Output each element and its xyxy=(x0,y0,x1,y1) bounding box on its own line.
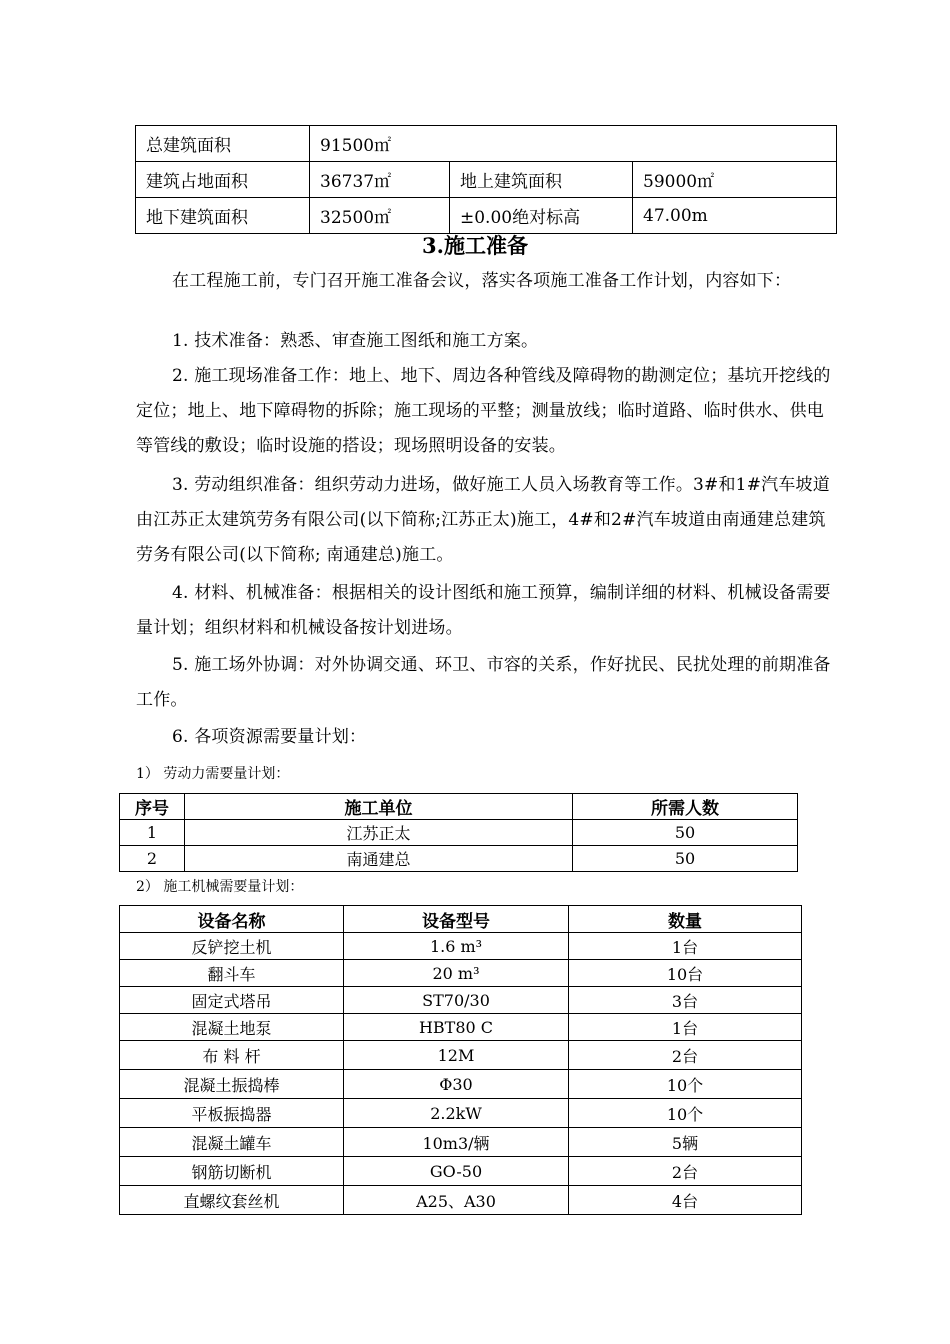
table-cell: 36737㎡ xyxy=(310,162,450,198)
table-cell: 地下建筑面积 xyxy=(136,198,310,234)
table-cell: 2台 xyxy=(569,1157,802,1186)
header-cell: 数量 xyxy=(569,906,802,933)
table-cell: 固定式塔吊 xyxy=(120,987,344,1014)
table-cell: 2.2kW xyxy=(344,1099,569,1128)
prep-item-5: 5. 施工场外协调：对外协调交通、环卫、市容的关系，作好扰民、民扰处理的前期准备工作。 xyxy=(136,655,831,710)
table-cell: 2 xyxy=(120,846,185,872)
table-cell: 直螺纹套丝机 xyxy=(120,1186,344,1215)
table-cell: A25、A30 xyxy=(344,1186,569,1215)
table-cell: 1台 xyxy=(569,933,802,960)
table-cell: 50 xyxy=(573,820,798,846)
table-cell: ST70/30 xyxy=(344,987,569,1014)
table-cell: 1.6 m³ xyxy=(344,933,569,960)
table-cell: 混凝土罐车 xyxy=(120,1128,344,1157)
table-row xyxy=(120,1041,802,1070)
table-cell: 布 料 杆 xyxy=(120,1041,344,1070)
table-cell: 59000㎡ xyxy=(633,162,837,198)
table-cell: 20 m³ xyxy=(344,960,569,987)
header-cell: 设备型号 xyxy=(344,906,569,933)
section-title: 3.施工准备 xyxy=(422,233,528,258)
labor-caption: 1） 劳动力需要量计划： xyxy=(136,766,290,782)
machinery-plan-table xyxy=(119,905,802,1215)
table-cell: 地上建筑面积 xyxy=(450,162,633,198)
header-cell: 序号 xyxy=(120,794,185,820)
table-row xyxy=(120,1099,802,1128)
table-cell: 反铲挖土机 xyxy=(120,933,344,960)
table-row xyxy=(120,960,802,987)
table-cell: 10个 xyxy=(569,1099,802,1128)
header-cell: 设备名称 xyxy=(120,906,344,933)
table-row xyxy=(120,1128,802,1157)
table-cell: 5辆 xyxy=(569,1128,802,1157)
table-cell: 混凝土地泵 xyxy=(120,1014,344,1041)
table-cell: GO-50 xyxy=(344,1157,569,1186)
table-cell: 钢筋切断机 xyxy=(120,1157,344,1186)
table-row xyxy=(136,162,837,198)
table-cell: 10m3/辆 xyxy=(344,1128,569,1157)
table-row xyxy=(136,126,837,162)
table-cell: 12M xyxy=(344,1041,569,1070)
table-cell: 南通建总 xyxy=(185,846,573,872)
table-header-row xyxy=(120,906,802,933)
prep-item-1: 1. 技术准备：熟悉、审查施工图纸和施工方案。 xyxy=(172,331,539,351)
table-row xyxy=(120,1157,802,1186)
table-cell: 翻斗车 xyxy=(120,960,344,987)
labor-plan-table xyxy=(119,793,798,872)
table-cell: 平板振捣器 xyxy=(120,1099,344,1128)
prep-item-4: 4. 材料、机械准备：根据相关的设计图纸和施工预算，编制详细的材料、机械设备需要量计划；组织材料和机械设备按计划进场。 xyxy=(136,583,831,638)
table-row xyxy=(120,846,798,872)
table-cell: 3台 xyxy=(569,987,802,1014)
machinery-caption: 2） 施工机械需要量计划： xyxy=(136,879,304,895)
table-row xyxy=(120,933,802,960)
table-cell: 32500㎡ xyxy=(310,198,450,234)
table-cell: 1 xyxy=(120,820,185,846)
table-row xyxy=(120,820,798,846)
table-cell: 建筑占地面积 xyxy=(136,162,310,198)
intro-paragraph: 在工程施工前，专门召开施工准备会议，落实各项施工准备工作计划，内容如下： xyxy=(172,271,792,291)
table-cell: 2台 xyxy=(569,1041,802,1070)
table-row xyxy=(120,1014,802,1041)
table-cell: Φ30 xyxy=(344,1070,569,1099)
header-cell: 所需人数 xyxy=(573,794,798,820)
building-area-table xyxy=(135,125,837,234)
table-cell: 1台 xyxy=(569,1014,802,1041)
prep-item-6: 6. 各项资源需要量计划： xyxy=(172,727,367,747)
table-header-row xyxy=(120,794,798,820)
table-cell: 10台 xyxy=(569,960,802,987)
table-row xyxy=(136,198,837,234)
table-cell: 10个 xyxy=(569,1070,802,1099)
table-cell: 91500㎡ xyxy=(310,126,837,162)
prep-item-2: 2. 施工现场准备工作：地上、地下、周边各种管线及障碍物的勘测定位；基坑开挖线的定位；地上、地下障碍物的拆除；施工现场的平整；测量放线；临时道路、临时供水、供电等管线的敷设；临时设施的搭设；现场照明设备的安装。 xyxy=(136,366,831,456)
table-cell: 4台 xyxy=(569,1186,802,1215)
table-cell: 47.00m xyxy=(633,198,837,234)
table-row xyxy=(120,1186,802,1215)
table-cell: 50 xyxy=(573,846,798,872)
table-cell: 混凝土振捣棒 xyxy=(120,1070,344,1099)
prep-item-3: 3. 劳动组织准备：组织劳动力进场，做好施工人员入场教育等工作。3#和1#汽车坡道由江苏正太建筑劳务有限公司(以下简称;江苏正太)施工，4#和2#汽车坡道由南通建总建筑劳务有限公司(以下简称; 南通建总)施工。 xyxy=(136,475,830,565)
table-cell: 江苏正太 xyxy=(185,820,573,846)
table-cell: ±0.00绝对标高 xyxy=(450,198,633,234)
table-cell: 总建筑面积 xyxy=(136,126,310,162)
table-cell: HBT80 C xyxy=(344,1014,569,1041)
table-row xyxy=(120,1070,802,1099)
table-row xyxy=(120,987,802,1014)
header-cell: 施工单位 xyxy=(185,794,573,820)
